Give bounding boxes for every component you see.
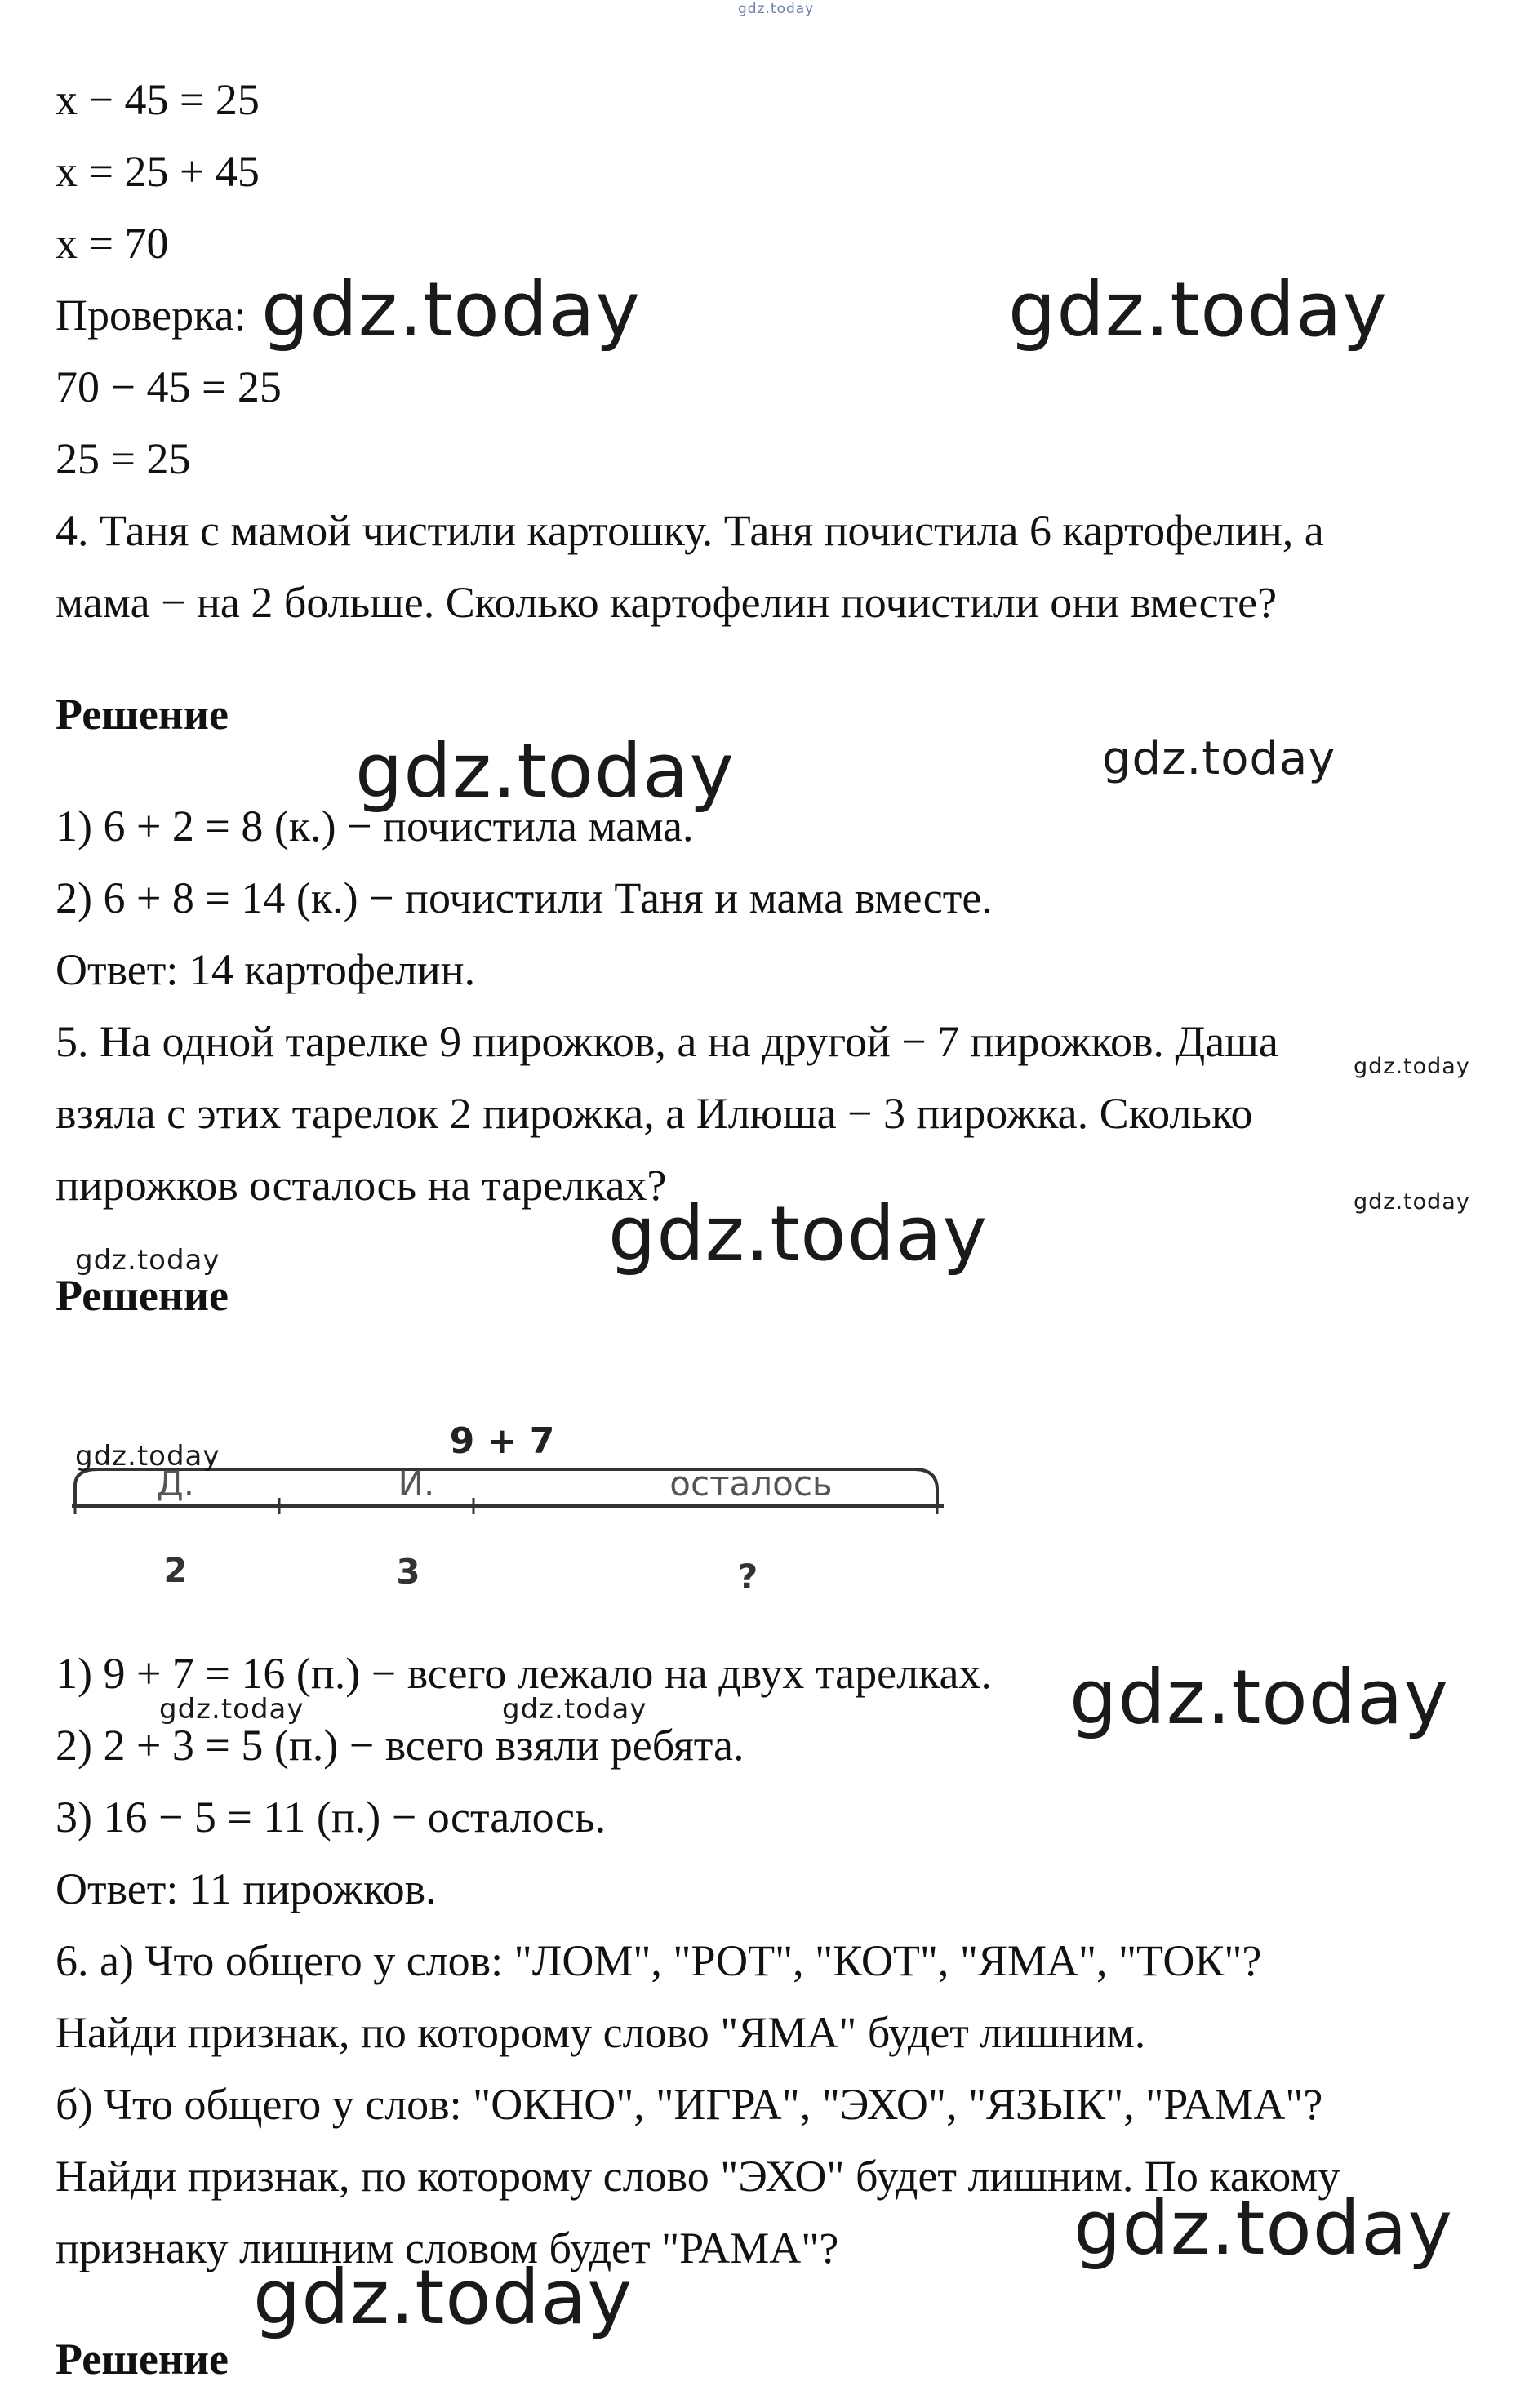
watermark: gdz.today [1354, 1189, 1470, 1215]
segment-diagram [65, 1404, 963, 1616]
task-4-step-2: 2) 6 + 8 = 14 (к.) − почистили Таня и мама вместе. [56, 873, 993, 922]
segment-top-3: осталось [669, 1464, 833, 1504]
check-line-2: 25 = 25 [56, 434, 191, 483]
task-6-line-4: Найди признак, по которому слово "ЭХО" будет лишним. По какому [56, 2152, 1340, 2201]
equation-line-1: x − 45 = 25 [56, 75, 260, 124]
watermark: gdz.today [355, 727, 735, 815]
task-6-line-2: Найди признак, по которому слово "ЯМА" будет лишним. [56, 2008, 1146, 2057]
task-5-line-3: пирожков осталось на тарелках? [56, 1161, 667, 1210]
segment-top-1: Д. [156, 1464, 195, 1504]
task-6-line-5: признаку лишним словом будет "РАМА"? [56, 2224, 839, 2272]
task-6-line-1: 6. а) Что общего у слов: "ЛОМ", "РОТ", "КОТ", "ЯМА", "ТОК"? [56, 1936, 1262, 1985]
watermark: gdz.today [253, 2254, 633, 2341]
task-5-step-3: 3) 16 − 5 = 11 (п.) − осталось. [56, 1793, 607, 1842]
equation-line-3: x = 70 [56, 219, 169, 268]
solution-heading-5: Решение [56, 1271, 229, 1320]
watermark: gdz.today [1102, 732, 1336, 785]
task-5-line-1: 5. На одной тарелке 9 пирожков, а на другой − 7 пирожков. Даша [56, 1017, 1278, 1066]
task-4-line-2: мама − на 2 больше. Сколько картофелин почистили они вместе? [56, 578, 1278, 627]
watermark: gdz.today [75, 1440, 220, 1473]
task-4-line-1: 4. Таня с мамой чистили картошку. Таня почистила 6 картофелин, а [56, 506, 1324, 555]
watermark: gdz.today [502, 1693, 647, 1726]
equation-line-2: x = 25 + 45 [56, 147, 260, 196]
segment-top-2: И. [398, 1464, 435, 1504]
watermark: gdz.today [1069, 1654, 1449, 1741]
task-4-step-1: 1) 6 + 2 = 8 (к.) − почистила мама. [56, 802, 694, 851]
watermark: gdz.today [1073, 2184, 1453, 2272]
task-6-line-3: б) Что общего у слов: "ОКНО", "ИГРА", "ЭХО", "ЯЗЫК", "РАМА"? [56, 2080, 1323, 2129]
solution-heading-6: Решение [56, 2335, 229, 2384]
check-label: Проверка: [56, 291, 247, 340]
watermark: gdz.today [1354, 1054, 1470, 1079]
task-5-step-2: 2) 2 + 3 = 5 (п.) − всего взяли ребята. [56, 1721, 745, 1770]
segment-bottom-1: 2 [163, 1550, 188, 1590]
watermark: gdz.today [159, 1693, 304, 1726]
watermark: gdz.today [261, 266, 641, 353]
segment-bottom-3: ? [737, 1557, 758, 1597]
watermark: gdz.today [1008, 266, 1388, 353]
watermark: gdz.today [75, 1244, 220, 1277]
solution-heading-4: Решение [56, 690, 229, 739]
total-label: 9 + 7 [449, 1420, 555, 1462]
segment-bottom-2: 3 [396, 1552, 420, 1592]
task-5-line-2: взяла с этих тарелок 2 пирожка, а Илюша − 3 пирожка. Сколько [56, 1089, 1253, 1138]
task-5-step-1: 1) 9 + 7 = 16 (п.) − всего лежало на двух тарелках. [56, 1649, 992, 1698]
task-4-answer: Ответ: 14 картофелин. [56, 945, 476, 994]
check-line-1: 70 − 45 = 25 [56, 362, 282, 411]
top-watermark: gdz.today [738, 1, 815, 17]
watermark: gdz.today [608, 1190, 988, 1277]
task-5-answer: Ответ: 11 пирожков. [56, 1864, 437, 1913]
